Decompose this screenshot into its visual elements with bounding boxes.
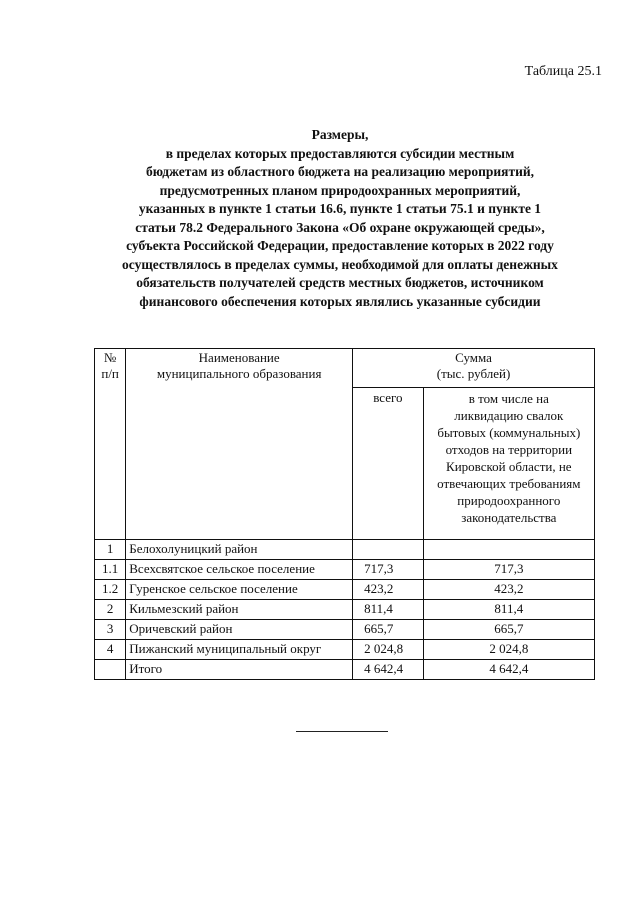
row-total [353, 540, 424, 560]
header-part-line: ликвидацию свалок [454, 408, 564, 423]
table-row [95, 640, 595, 660]
row-name: Кильмезский район [126, 600, 353, 620]
table-row [95, 560, 595, 580]
row-part: 717,3 [423, 560, 594, 580]
row-number: 1.2 [95, 580, 126, 600]
row-name: Гуренское сельское поселение [126, 580, 353, 600]
row-part: 811,4 [423, 600, 594, 620]
table-row [95, 540, 595, 560]
header-sum-line: (тыс. рублей) [436, 366, 511, 381]
header-name-line: муниципального образования [156, 366, 322, 381]
table-row [95, 620, 595, 640]
row-number [95, 660, 126, 680]
row-number: 1 [95, 540, 126, 560]
row-total: 2 024,8 [353, 640, 424, 660]
row-name: Пижанский муниципальный округ [126, 640, 353, 660]
title-line: Размеры, [311, 127, 369, 142]
header-sum-line: Сумма [455, 350, 492, 365]
header-number [95, 349, 126, 540]
header-part [423, 388, 594, 540]
table-total-row [95, 660, 595, 680]
title-line: обязательств получателей средств местных бюджетов, источником [136, 275, 544, 290]
header-number-line: № [103, 350, 117, 365]
row-number: 4 [95, 640, 126, 660]
row-total: 4 642,4 [353, 660, 424, 680]
row-total: 717,3 [353, 560, 424, 580]
header-total: всего [353, 388, 424, 540]
row-name: Белохолуницкий район [126, 540, 353, 560]
title-line: субъекта Российской Федерации, предоставление которых в 2022 году [126, 238, 554, 253]
subsidy-table [94, 348, 595, 680]
row-name: Итого [126, 660, 353, 680]
row-number: 3 [95, 620, 126, 640]
row-name: Оричевский район [126, 620, 353, 640]
header-name [126, 349, 353, 540]
row-part: 423,2 [423, 580, 594, 600]
header-part-line: Кировской области, не [446, 459, 572, 474]
row-number: 2 [95, 600, 126, 620]
row-name: Всехсвятское сельское поселение [126, 560, 353, 580]
title-line: в пределах которых предоставляются субсидии местным [165, 145, 515, 161]
title-line: предусмотренных планом природоохранных мероприятий, [159, 182, 521, 198]
title-line: указанных в пункте 1 статьи 16.6, пункте 1 статьи 75.1 и пункте 1 [138, 201, 542, 216]
table-row [95, 580, 595, 600]
end-divider [296, 731, 388, 732]
title-line: бюджетам из областного бюджета на реализацию мероприятий, [145, 164, 535, 179]
row-total: 423,2 [353, 580, 424, 600]
row-part: 665,7 [423, 620, 594, 640]
row-part: 4 642,4 [423, 660, 594, 680]
header-sum [353, 349, 595, 388]
header-part-line: бытовых (коммунальных) [437, 425, 581, 440]
row-number: 1.1 [95, 560, 126, 580]
table-header-row [95, 349, 595, 388]
table-row [95, 600, 595, 620]
document-title [80, 126, 600, 311]
row-total: 811,4 [353, 600, 424, 620]
title-line: статьи 78.2 Федерального Закона «Об охране окружающей среды», [135, 219, 545, 235]
row-total: 665,7 [353, 620, 424, 640]
header-part-line: в том числе на [468, 391, 549, 406]
table-number-label: Таблица 25.1 [524, 64, 602, 79]
title-line: финансового обеспечения которых являлись указанные субсидии [139, 293, 541, 309]
header-part-line: отвечающих требованиям [437, 476, 581, 491]
header-part-line: законодательства [461, 510, 557, 525]
row-part: 2 024,8 [423, 640, 594, 660]
header-number-line: п/п [101, 366, 119, 381]
title-line: осуществлялось в пределах суммы, необходимой для оплаты денежных [122, 256, 558, 272]
header-part-line: отходов на территории [445, 442, 573, 457]
header-name-line: Наименование [198, 350, 280, 365]
row-part [423, 540, 594, 560]
header-part-line: природоохранного [457, 493, 561, 508]
